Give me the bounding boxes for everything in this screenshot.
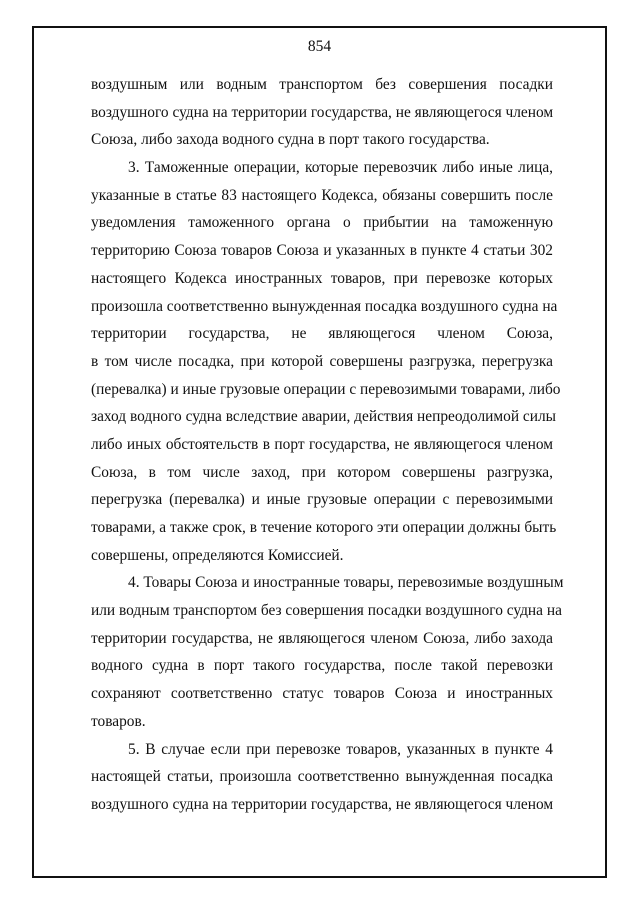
text-line: водного судна в порт такого государства, после такой перевозки (91, 657, 553, 675)
text-line: указанные в статье 83 настоящего Кодекса, обязаны совершить после (91, 186, 553, 204)
text-line: произошла соответственно вынужденная посадка воздушного судна на (91, 297, 558, 315)
text-line: воздушным или водным транспортом без совершения посадки (91, 76, 553, 93)
text-line: территории государства, не являющегося членом Союза, (91, 325, 553, 343)
page-number: 854 (307, 38, 332, 55)
text-line: 4. Товары Союза и иностранные товары, перевозимые воздушным (128, 574, 564, 592)
text-line: в том числе посадка, при которой совершены разгрузка, перегрузка (91, 352, 553, 370)
text-line: территорию Союза товаров Союза и указанных в пункте 4 статьи 302 (91, 242, 553, 260)
text-line: перегрузка (перевалка) и иные грузовые операции с перевозимыми (91, 491, 553, 509)
page-frame (32, 26, 607, 878)
text-line: совершены, определяются Комиссией. (91, 546, 344, 564)
text-line: территории государства, не являющегося членом Союза, либо захода (91, 629, 553, 647)
text-line: заход водного судна вследствие аварии, действия непреодолимой силы (91, 408, 556, 426)
text-line: настоящей статьи, произошла соответственно вынужденная посадка (91, 768, 553, 786)
text-line: 3. Таможенные операции, которые перевозчик либо иные лица, (128, 159, 553, 177)
text-line: сохраняют соответственно статус товаров Союза и иностранных (91, 685, 553, 703)
text-line: товаров. (91, 712, 146, 730)
text-line: (перевалка) и иные грузовые операции с перевозимыми товарами, либо (91, 380, 561, 398)
text-line: воздушного судна на территории государства, не являющегося членом (91, 103, 554, 121)
text-line: товарами, а также срок, в течение которого эти операции должны быть (91, 519, 557, 536)
text-line: 5. В случае если при перевозке товаров, указанных в пункте 4 (128, 740, 553, 758)
text-line: уведомления таможенного органа о прибытии на таможенную (91, 214, 553, 232)
text-line: Союза, в том числе заход, при котором совершены разгрузка, (91, 463, 553, 481)
text-line: воздушного судна на территории государства, не являющегося членом (91, 795, 554, 813)
document-body (91, 71, 564, 819)
text-line: либо иных обстоятельств в порт государства, не являющегося членом (91, 435, 553, 453)
text-line: или водным транспортом без совершения посадки воздушного судна на (91, 602, 562, 620)
text-line: Союза, либо захода водного судна в порт такого государства. (91, 131, 490, 149)
text-line: настоящего Кодекса иностранных товаров, при перевозке которых (91, 269, 553, 287)
